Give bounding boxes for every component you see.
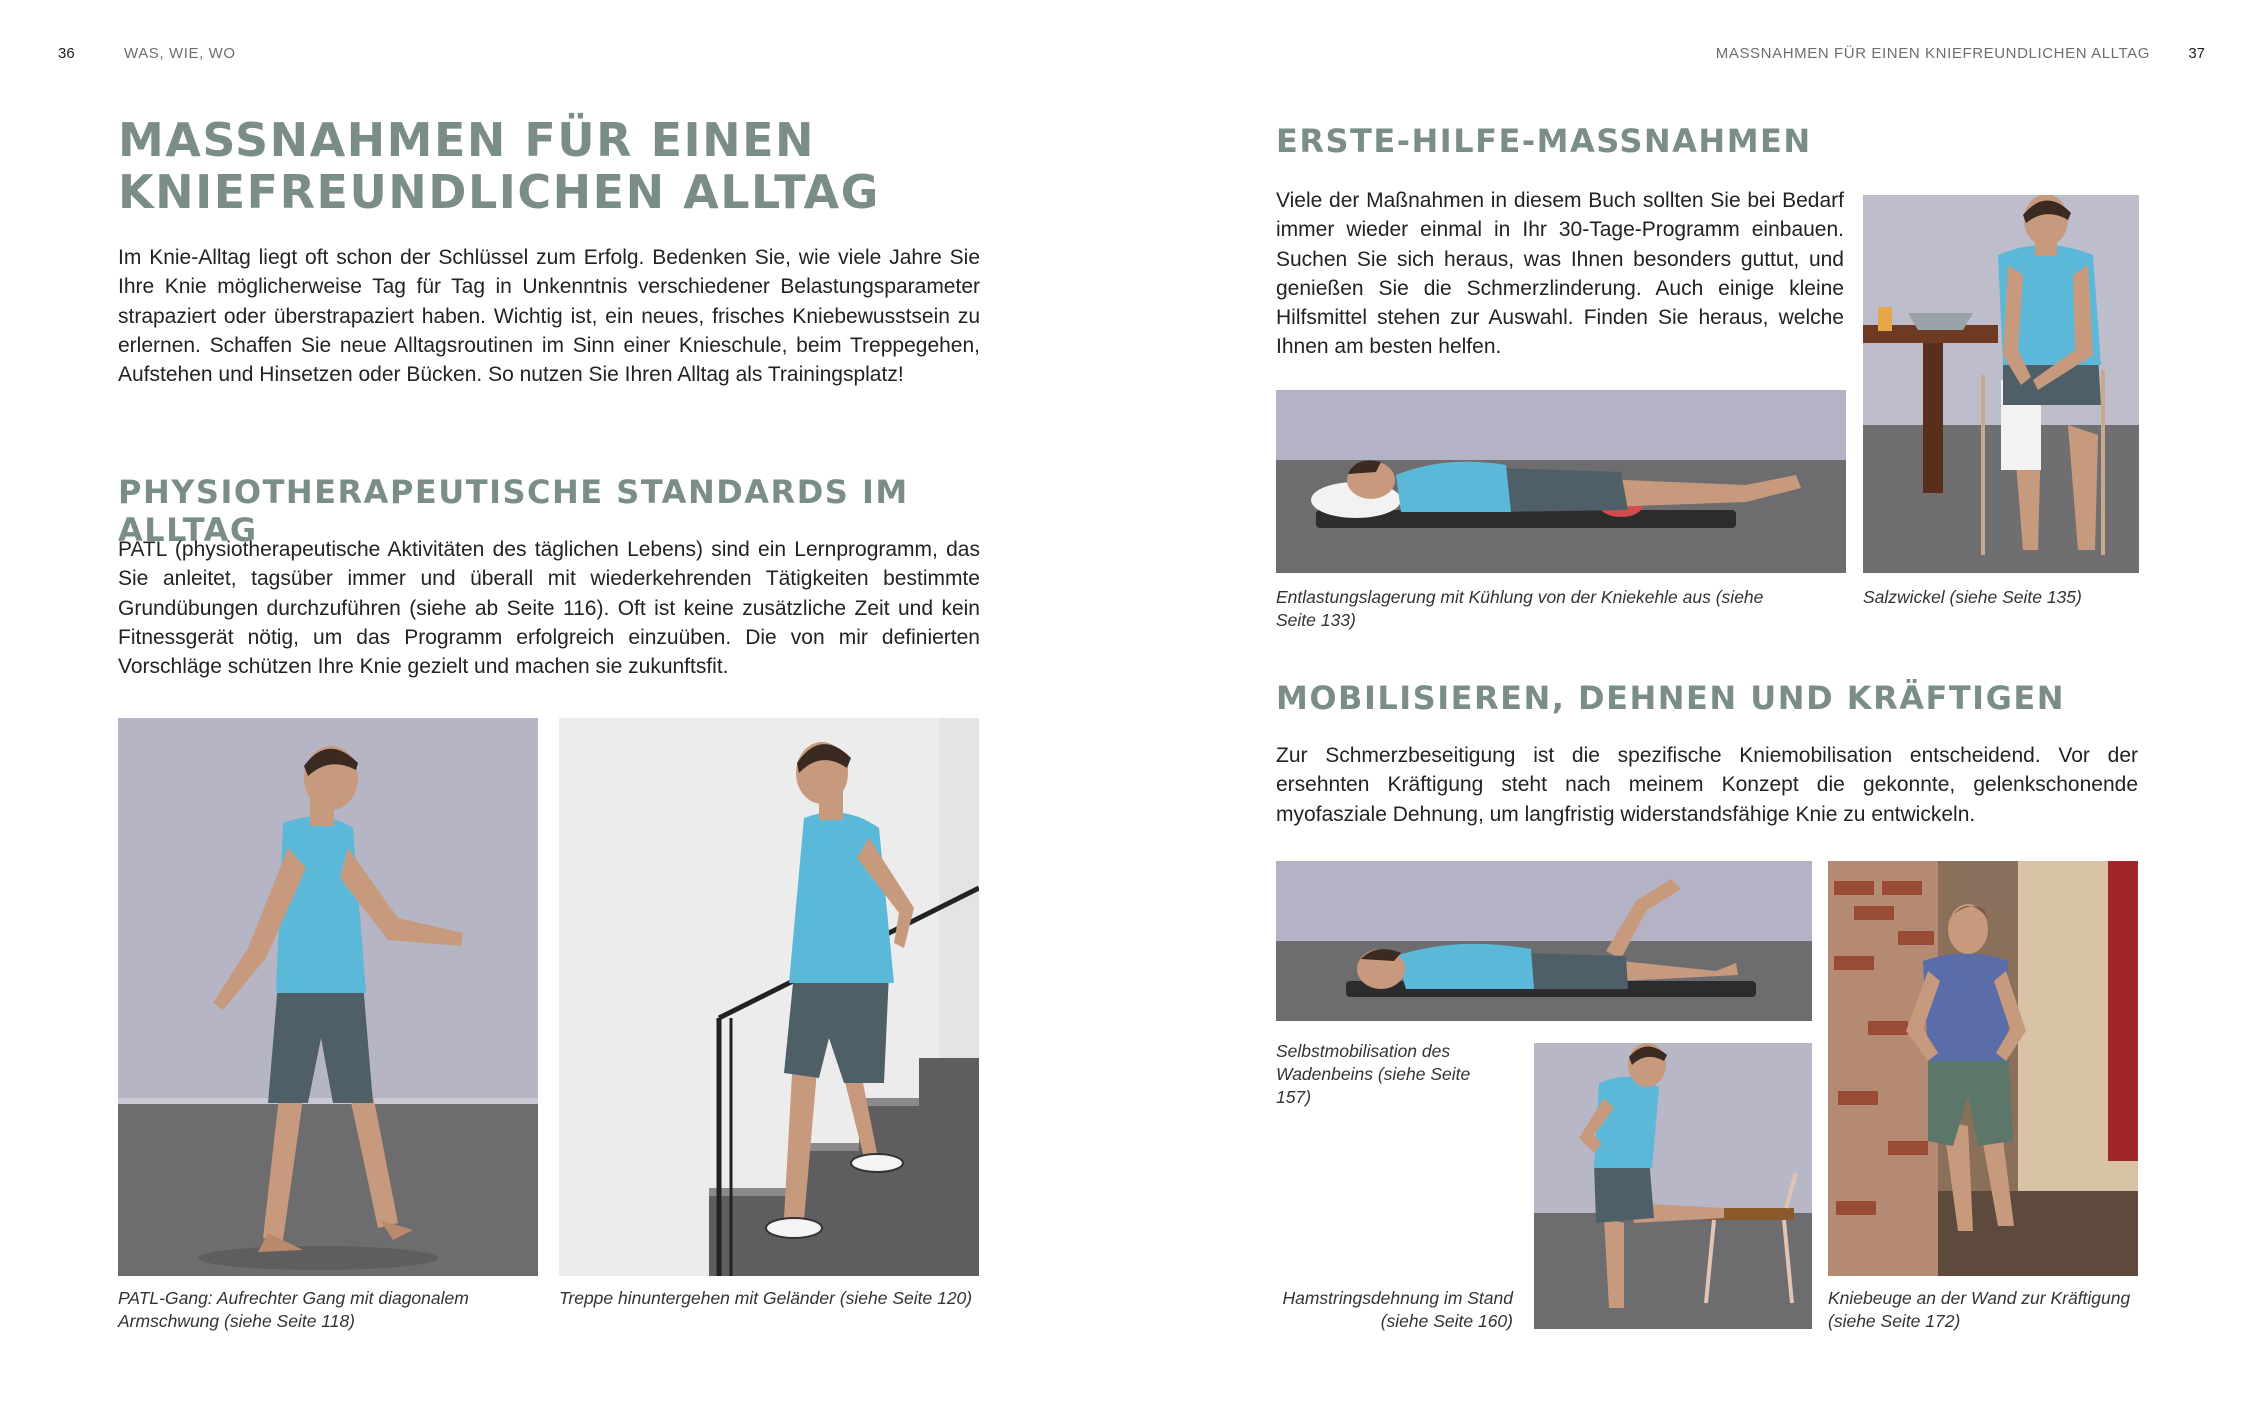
page-title-line1: MASSNAHMEN FÜR EINEN [118, 113, 816, 167]
mobilize-paragraph: Zur Schmerzbeseitigung ist die spezifische Kniemobilisation entscheidend. Vor der ersehnten Kräftigung steht nach meinem Konzept die gekonnte, gelenkschonende myofasziale Dehnung, um langfristig widerstandsfähige Knie zu entwickeln. [1276, 744, 2138, 826]
page-number-right: 37 [2188, 45, 2205, 62]
page-title-line2: KNIEFREUNDLICHEN ALLTAG [118, 165, 880, 219]
section-heading-physio: PHYSIOTHERAPEUTISCHE STANDARDS IM ALLTAG [118, 473, 909, 549]
section-heading-first-aid: ERSTE-HILFE-MASSNAHMEN [1276, 122, 1812, 160]
photo-calf-mobilisation [1276, 861, 1812, 1021]
caption-patl-walk: PATL-Gang: Aufrechter Gang mit diagonalem Armschwung (siehe Seite 118) [118, 1288, 469, 1331]
photo-patl-walk [118, 718, 538, 1276]
first-aid-paragraph: Viele der Maßnahmen in diesem Buch sollten Sie bei Bedarf immer wieder einmal in Ihr 30-Tage-Programm einbauen. Suchen Sie sich heraus, was Ihnen besonders guttut, und genießen Sie die Schmerzlinderung. Auch einige kleine Hilfsmittel stehen zur Auswahl. Finden Sie heraus, welche Ihnen am besten helfen. [1276, 189, 1844, 359]
page-number-left: 36 [58, 45, 75, 62]
caption-salt-wrap: Salzwickel (siehe Seite 135) [1863, 587, 2082, 607]
running-header-left: WAS, WIE, WO [124, 45, 236, 62]
photo-salt-wrap [1863, 195, 2139, 573]
page-title [118, 114, 1018, 218]
photo-stairs [559, 718, 979, 1276]
caption-wall-squat: Kniebeuge an der Wand zur Kräftigung (siehe Seite 172) [1828, 1288, 2131, 1331]
caption-relief-position: Entlastungslagerung mit Kühlung von der Kniekehle aus (siehe Seite 133) [1276, 587, 1764, 630]
photo-hamstring-stretch [1534, 1043, 1812, 1329]
running-header-right: MASSNAHMEN FÜR EINEN KNIEFREUNDLICHEN ALLTAG [1715, 45, 2150, 62]
physio-paragraph: PATL (physiotherapeutische Aktivitäten des täglichen Lebens) sind ein Lernprogramm, das Sie anleitet, tagsüber immer und überall mit wiederkehrenden Tätigkeiten bestimmte Grundübungen durchzuführen (siehe ab Seite 116). Oft ist keine zusätzliche Zeit und kein Fitnessgerät nötig, um das Programm erfolgreich einzuüben. Die von mir definierten Vorschläge schützen Ihre Knie gezielt und machen sie zukunftsfit. [118, 538, 980, 679]
photo-wall-squat [1828, 861, 2138, 1276]
caption-stairs: Treppe hinuntergehen mit Geländer (siehe Seite 120) [559, 1288, 973, 1308]
caption-hamstring-stretch: Hamstringsdehnung im Stand (siehe Seite 160) [1282, 1288, 1513, 1331]
caption-calf-mobilisation: Selbstmobilisation des Wadenbeins (siehe Seite 157) [1276, 1041, 1471, 1107]
photo-relief-position [1276, 390, 1846, 573]
section-heading-mobilize: MOBILISIEREN, DEHNEN UND KRÄFTIGEN [1276, 679, 2065, 717]
intro-paragraph: Im Knie-Alltag liegt oft schon der Schlüssel zum Erfolg. Bedenken Sie, wie viele Jahre Sie Ihre Knie möglicherweise Tag für Tag in Unkenntnis verschiedener Belastungsparameter strapaziert oder überstrapaziert haben. Wichtig ist, ein neues, frisches Kniebewusstsein zu erlernen. Schaffen Sie neue Alltagsroutinen im Sinn einer Knieschule, beim Treppegehen, Aufstehen und Hinsetzen oder Bücken. So nutzen Sie Ihren Alltag als Trainingsplatz! [118, 246, 980, 387]
